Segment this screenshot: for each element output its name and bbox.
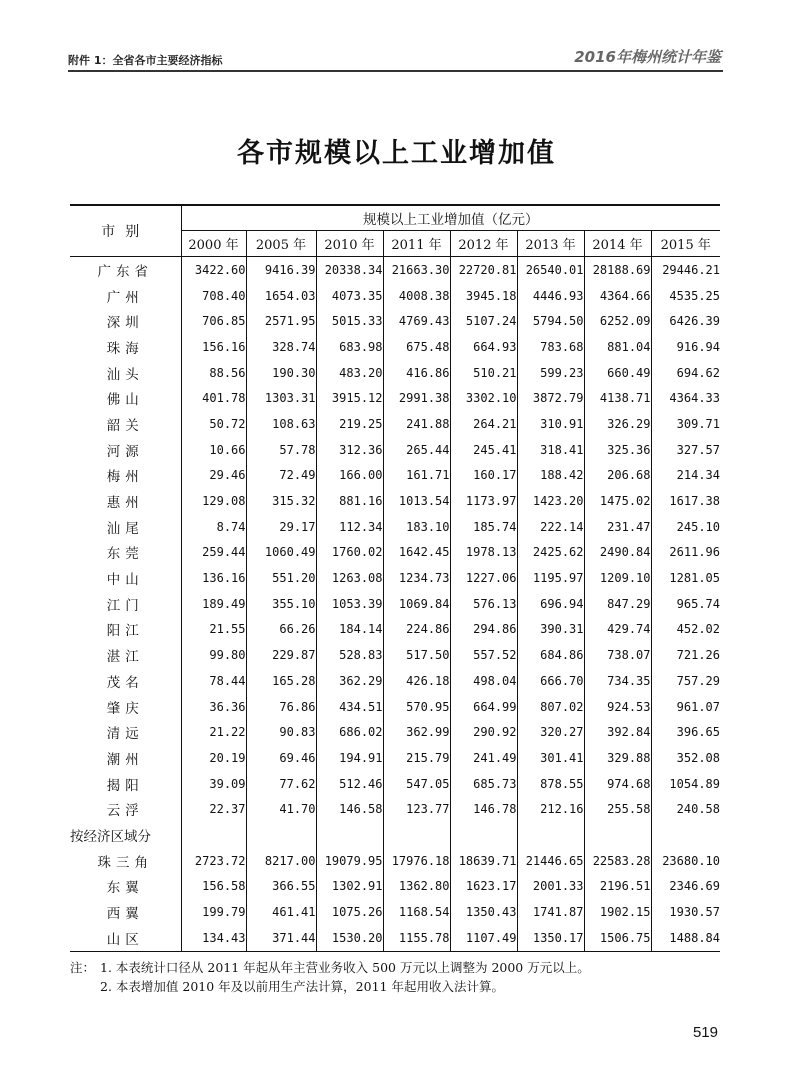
value-cell: 1234.73 [383, 565, 450, 591]
value-cell: 23680.10 [651, 848, 720, 874]
value-cell: 847.29 [584, 591, 651, 617]
value-cell: 29446.21 [651, 257, 720, 283]
value-cell: 696.94 [517, 591, 584, 617]
value-cell: 1155.78 [383, 925, 450, 951]
value-cell: 1053.39 [316, 591, 383, 617]
value-cell: 10.66 [209, 442, 246, 457]
value-cell: 4769.43 [383, 308, 450, 334]
value-cell: 156.58 [202, 879, 246, 894]
value-cell: 188.42 [517, 463, 584, 489]
value-cell: 738.07 [584, 642, 651, 668]
value-cell: 1741.87 [517, 899, 584, 925]
empty-cell [246, 822, 316, 848]
value-cell: 50.72 [209, 416, 246, 431]
table-row [70, 514, 720, 540]
value-cell: 4535.25 [651, 283, 720, 309]
value-cell: 199.79 [202, 905, 246, 920]
value-cell: 190.30 [246, 360, 316, 386]
value-cell: 215.79 [383, 745, 450, 771]
value-cell: 783.68 [517, 334, 584, 360]
value-cell: 112.34 [316, 514, 383, 540]
value-cell: 146.58 [316, 796, 383, 822]
row-label: 梅州 [70, 463, 181, 489]
value-cell: 8217.00 [246, 848, 316, 874]
table-row [70, 668, 720, 694]
value-cell: 1978.13 [450, 540, 517, 566]
header-yearbook-title: 2016年梅州统计年鉴 [574, 48, 721, 66]
value-cell: 329.88 [584, 745, 651, 771]
value-cell: 264.21 [450, 411, 517, 437]
table-row [70, 719, 720, 745]
value-cell: 146.78 [450, 796, 517, 822]
value-cell: 434.51 [316, 694, 383, 720]
value-cell: 69.46 [246, 745, 316, 771]
value-cell: 78.44 [209, 673, 246, 688]
value-cell: 219.25 [316, 411, 383, 437]
value-cell: 212.16 [517, 796, 584, 822]
value-cell: 2571.95 [246, 308, 316, 334]
value-cell: 4446.93 [517, 283, 584, 309]
value-cell: 452.02 [651, 617, 720, 643]
value-cell: 664.93 [450, 334, 517, 360]
empty-cell [651, 822, 720, 848]
value-cell: 36.36 [209, 699, 246, 714]
value-cell: 29.46 [209, 468, 246, 483]
value-cell: 255.58 [584, 796, 651, 822]
value-cell: 20338.34 [316, 257, 383, 283]
value-cell: 1423.20 [517, 488, 584, 514]
value-cell: 29.17 [246, 514, 316, 540]
value-cell: 396.65 [651, 719, 720, 745]
value-cell: 483.20 [316, 360, 383, 386]
row-label: 阳江 [70, 617, 181, 643]
value-cell: 1302.91 [316, 874, 383, 900]
value-cell: 734.35 [584, 668, 651, 694]
value-cell: 362.99 [383, 719, 450, 745]
value-cell: 1075.26 [316, 899, 383, 925]
value-cell: 214.34 [651, 463, 720, 489]
value-cell: 9416.39 [246, 257, 316, 283]
value-cell: 1623.17 [450, 874, 517, 900]
value-cell: 326.29 [584, 411, 651, 437]
value-cell: 123.77 [383, 796, 450, 822]
value-cell: 1642.45 [383, 540, 450, 566]
row-label: 广东省 [70, 257, 181, 283]
note-item: 1. 本表统计口径从 2011 年起从年主营业务收入 500 万元以上调整为 2000 万元以上。 [100, 960, 590, 975]
value-cell: 1362.80 [383, 874, 450, 900]
value-cell: 290.92 [450, 719, 517, 745]
value-cell: 4008.38 [383, 283, 450, 309]
table-row [70, 796, 720, 822]
table-row [70, 283, 720, 309]
value-cell: 390.31 [517, 617, 584, 643]
value-cell: 675.48 [383, 334, 450, 360]
value-cell: 721.26 [651, 642, 720, 668]
value-cell: 1195.97 [517, 565, 584, 591]
value-cell: 528.83 [316, 642, 383, 668]
value-cell: 240.58 [651, 796, 720, 822]
table-row [70, 874, 720, 900]
value-cell: 362.29 [316, 668, 383, 694]
value-cell: 807.02 [517, 694, 584, 720]
value-cell: 881.04 [584, 334, 651, 360]
value-cell: 294.86 [450, 617, 517, 643]
year-column-header: 2000 年 [181, 231, 246, 257]
value-cell: 8.74 [216, 519, 246, 534]
year-column-header: 2013 年 [517, 231, 584, 257]
header-section-label: 附件 1：全省各市主要经济指标 [68, 54, 223, 67]
value-cell: 1617.38 [651, 488, 720, 514]
row-label: 肇庆 [70, 694, 181, 720]
section-row [70, 822, 720, 848]
value-cell: 4073.35 [316, 283, 383, 309]
industry-value-table [70, 204, 720, 952]
value-cell: 189.49 [202, 596, 246, 611]
value-cell: 1227.06 [450, 565, 517, 591]
value-cell: 416.86 [383, 360, 450, 386]
value-cell: 757.29 [651, 668, 720, 694]
value-cell: 547.05 [383, 771, 450, 797]
value-cell: 916.94 [651, 334, 720, 360]
value-cell: 241.88 [383, 411, 450, 437]
value-cell: 231.47 [584, 514, 651, 540]
value-cell: 90.83 [246, 719, 316, 745]
value-cell: 21.22 [209, 725, 246, 740]
empty-cell [450, 822, 517, 848]
value-cell: 206.68 [584, 463, 651, 489]
table-row [70, 308, 720, 334]
value-cell: 245.10 [651, 514, 720, 540]
value-cell: 392.84 [584, 719, 651, 745]
value-cell: 3302.10 [450, 385, 517, 411]
value-cell: 1168.54 [383, 899, 450, 925]
value-cell: 694.62 [651, 360, 720, 386]
value-cell: 72.49 [246, 463, 316, 489]
value-cell: 666.70 [517, 668, 584, 694]
table-row [70, 694, 720, 720]
value-cell: 1760.02 [316, 540, 383, 566]
table-row [70, 411, 720, 437]
year-column-header: 2012 年 [450, 231, 517, 257]
value-cell: 325.36 [584, 437, 651, 463]
value-cell: 570.95 [383, 694, 450, 720]
value-cell: 961.07 [651, 694, 720, 720]
value-cell: 881.16 [316, 488, 383, 514]
value-cell: 2425.62 [517, 540, 584, 566]
value-cell: 66.26 [246, 617, 316, 643]
year-column-header: 2005 年 [246, 231, 316, 257]
table-row [70, 257, 720, 283]
value-cell: 2723.72 [194, 853, 246, 868]
value-cell: 1013.54 [383, 488, 450, 514]
value-cell: 2346.69 [651, 874, 720, 900]
value-cell: 57.78 [246, 437, 316, 463]
row-label: 江门 [70, 591, 181, 617]
value-cell: 312.36 [316, 437, 383, 463]
value-cell: 366.55 [246, 874, 316, 900]
row-label: 东莞 [70, 540, 181, 566]
value-cell: 2196.51 [584, 874, 651, 900]
value-cell: 1281.05 [651, 565, 720, 591]
value-cell: 708.40 [202, 288, 246, 303]
value-cell: 21446.65 [517, 848, 584, 874]
value-cell: 686.02 [316, 719, 383, 745]
value-cell: 22.37 [209, 802, 246, 817]
row-label: 东翼 [70, 874, 181, 900]
value-cell: 576.13 [450, 591, 517, 617]
table-row [70, 463, 720, 489]
value-cell: 160.17 [450, 463, 517, 489]
value-cell: 88.56 [209, 365, 246, 380]
page-number: 519 [692, 1024, 718, 1041]
value-cell: 99.80 [209, 648, 246, 663]
value-cell: 426.18 [383, 668, 450, 694]
value-cell: 660.49 [584, 360, 651, 386]
value-cell: 510.21 [450, 360, 517, 386]
value-cell: 3915.12 [316, 385, 383, 411]
value-cell: 429.74 [584, 617, 651, 643]
table-notes [70, 958, 590, 996]
value-cell: 706.85 [202, 314, 246, 329]
value-cell: 241.49 [450, 745, 517, 771]
table-row [70, 771, 720, 797]
value-cell: 664.99 [450, 694, 517, 720]
table-row [70, 360, 720, 386]
value-cell: 512.46 [316, 771, 383, 797]
value-cell: 76.86 [246, 694, 316, 720]
value-cell: 5107.24 [450, 308, 517, 334]
row-label: 惠州 [70, 488, 181, 514]
header-divider [68, 70, 723, 72]
value-cell: 6426.39 [651, 308, 720, 334]
note-prefix: 注： [70, 960, 96, 975]
value-cell: 517.50 [383, 642, 450, 668]
value-cell: 315.32 [246, 488, 316, 514]
row-label: 揭阳 [70, 771, 181, 797]
value-cell: 878.55 [517, 771, 584, 797]
value-cell: 1530.20 [316, 925, 383, 951]
row-label: 珠海 [70, 334, 181, 360]
value-cell: 229.87 [246, 642, 316, 668]
value-cell: 3872.79 [517, 385, 584, 411]
value-cell: 1902.15 [584, 899, 651, 925]
value-cell: 2490.84 [584, 540, 651, 566]
row-label: 西翼 [70, 899, 181, 925]
value-cell: 26540.01 [517, 257, 584, 283]
value-cell: 685.73 [450, 771, 517, 797]
row-label: 汕尾 [70, 514, 181, 540]
value-cell: 1488.84 [651, 925, 720, 951]
value-cell: 28188.69 [584, 257, 651, 283]
value-cell: 1173.97 [450, 488, 517, 514]
value-cell: 245.41 [450, 437, 517, 463]
table-row [70, 617, 720, 643]
section-label: 按经济区域分 [70, 822, 181, 848]
row-label: 湛江 [70, 642, 181, 668]
value-cell: 224.86 [383, 617, 450, 643]
value-cell: 4364.66 [584, 283, 651, 309]
value-cell: 41.70 [246, 796, 316, 822]
value-cell: 355.10 [246, 591, 316, 617]
value-cell: 684.86 [517, 642, 584, 668]
value-cell: 327.57 [651, 437, 720, 463]
table-row [70, 925, 720, 951]
value-cell: 318.41 [517, 437, 584, 463]
value-cell: 1303.31 [246, 385, 316, 411]
row-label: 云浮 [70, 796, 181, 822]
value-cell: 20.19 [209, 750, 246, 765]
value-cell: 136.16 [202, 571, 246, 586]
value-cell: 129.08 [202, 494, 246, 509]
value-cell: 1350.43 [450, 899, 517, 925]
value-cell: 77.62 [246, 771, 316, 797]
value-cell: 2991.38 [383, 385, 450, 411]
value-cell: 320.27 [517, 719, 584, 745]
row-label: 珠三角 [70, 848, 181, 874]
table-row [70, 745, 720, 771]
value-cell: 21663.30 [383, 257, 450, 283]
value-cell: 551.20 [246, 565, 316, 591]
value-cell: 974.68 [584, 771, 651, 797]
city-column-header: 市别 [70, 205, 181, 257]
value-cell: 3945.18 [450, 283, 517, 309]
table-row [70, 540, 720, 566]
year-column-header: 2010 年 [316, 231, 383, 257]
row-label: 清远 [70, 719, 181, 745]
value-cell: 185.74 [450, 514, 517, 540]
value-cell: 5794.50 [517, 308, 584, 334]
value-cell: 184.14 [316, 617, 383, 643]
table-row [70, 488, 720, 514]
page-title: 各市规模以上工业增加值 [237, 138, 556, 169]
year-column-header: 2015 年 [651, 231, 720, 257]
value-cell: 3422.60 [194, 262, 246, 277]
value-cell: 4364.33 [651, 385, 720, 411]
value-cell: 5015.33 [316, 308, 383, 334]
value-cell: 108.63 [246, 411, 316, 437]
row-label: 河源 [70, 437, 181, 463]
value-cell: 194.91 [316, 745, 383, 771]
value-cell: 265.44 [383, 437, 450, 463]
table-row [70, 591, 720, 617]
year-column-header: 2014 年 [584, 231, 651, 257]
value-cell: 22720.81 [450, 257, 517, 283]
value-cell: 21.55 [209, 622, 246, 637]
value-cell: 259.44 [202, 545, 246, 560]
empty-cell [181, 822, 246, 848]
note-line [70, 977, 590, 996]
table-row [70, 642, 720, 668]
value-cell: 19079.95 [316, 848, 383, 874]
value-cell: 1475.02 [584, 488, 651, 514]
value-cell: 461.41 [246, 899, 316, 925]
value-cell: 156.16 [202, 339, 246, 354]
table-row [70, 334, 720, 360]
value-cell: 165.28 [246, 668, 316, 694]
row-label: 茂名 [70, 668, 181, 694]
value-cell: 4138.71 [584, 385, 651, 411]
note-item: 2. 本表增加值 2010 年及以前用生产法计算，2011 年起用收入法计算。 [100, 979, 504, 994]
value-cell: 6252.09 [584, 308, 651, 334]
value-cell: 965.74 [651, 591, 720, 617]
value-cell: 166.00 [316, 463, 383, 489]
row-label: 中山 [70, 565, 181, 591]
value-cell: 17976.18 [383, 848, 450, 874]
row-label: 广州 [70, 283, 181, 309]
note-line [70, 958, 590, 977]
value-cell: 1209.10 [584, 565, 651, 591]
row-label: 潮州 [70, 745, 181, 771]
value-cell: 2001.33 [517, 874, 584, 900]
value-cell: 2611.96 [651, 540, 720, 566]
year-column-header: 2011 年 [383, 231, 450, 257]
empty-cell [584, 822, 651, 848]
value-cell: 328.74 [246, 334, 316, 360]
value-cell: 134.43 [181, 925, 246, 951]
value-cell: 498.04 [450, 668, 517, 694]
table-row [70, 385, 720, 411]
row-label: 山区 [70, 925, 181, 951]
value-cell: 310.91 [517, 411, 584, 437]
value-cell: 1054.89 [651, 771, 720, 797]
table-row [70, 565, 720, 591]
value-cell: 1506.75 [584, 925, 651, 951]
value-cell: 1060.49 [246, 540, 316, 566]
value-cell: 352.08 [651, 745, 720, 771]
value-cell: 1930.57 [651, 899, 720, 925]
table-row [70, 899, 720, 925]
value-cell: 683.98 [316, 334, 383, 360]
value-cell: 924.53 [584, 694, 651, 720]
row-label: 韶关 [70, 411, 181, 437]
value-cell: 557.52 [450, 642, 517, 668]
value-cell: 183.10 [383, 514, 450, 540]
value-cell: 1107.49 [450, 925, 517, 951]
value-cell: 401.78 [202, 391, 246, 406]
value-cell: 1350.17 [517, 925, 584, 951]
table-row [70, 437, 720, 463]
value-cell: 22583.28 [584, 848, 651, 874]
value-cell: 161.71 [383, 463, 450, 489]
value-cell: 1069.84 [383, 591, 450, 617]
value-cell: 18639.71 [450, 848, 517, 874]
value-cell: 301.41 [517, 745, 584, 771]
empty-cell [316, 822, 383, 848]
table-row [70, 848, 720, 874]
value-cell: 39.09 [209, 776, 246, 791]
value-group-header: 规模以上工业增加值（亿元） [181, 205, 720, 231]
row-label: 汕头 [70, 360, 181, 386]
row-label: 深圳 [70, 308, 181, 334]
empty-cell [517, 822, 584, 848]
value-cell: 371.44 [246, 925, 316, 951]
value-cell: 1654.03 [246, 283, 316, 309]
value-cell: 1263.08 [316, 565, 383, 591]
row-label: 佛山 [70, 385, 181, 411]
value-cell: 309.71 [651, 411, 720, 437]
value-cell: 222.14 [517, 514, 584, 540]
value-cell: 599.23 [517, 360, 584, 386]
empty-cell [383, 822, 450, 848]
